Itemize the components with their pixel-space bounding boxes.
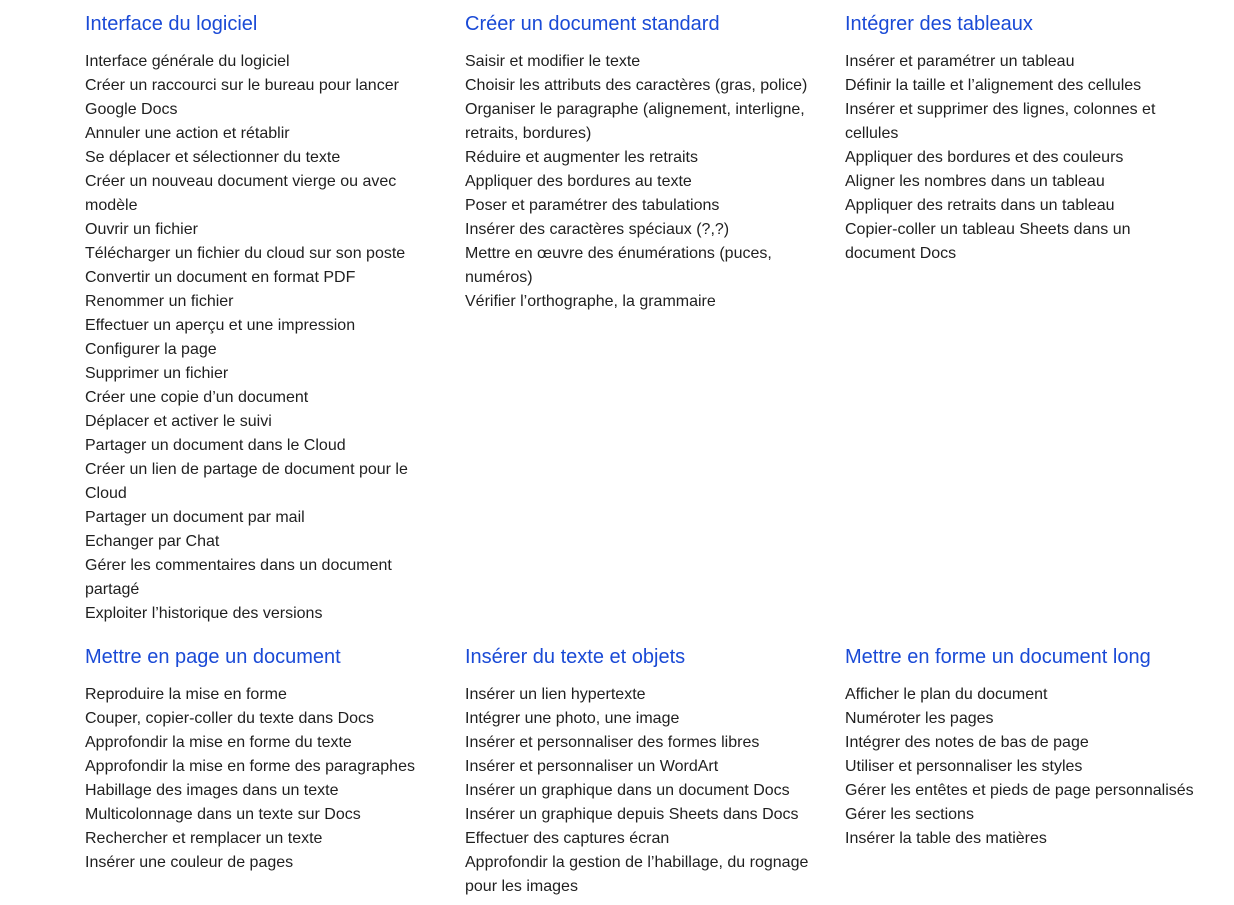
section-document-standard	[465, 10, 815, 626]
list-item: Reproduire la mise en forme	[85, 686, 287, 703]
list-item: Insérer et supprimer des lignes, colonnes et cellules	[845, 101, 1156, 142]
list-item: Habillage des images dans un texte	[85, 782, 339, 799]
list-item: Insérer un lien hypertexte	[465, 686, 646, 703]
section-item-list	[465, 683, 815, 899]
list-item: Appliquer des bordures et des couleurs	[845, 149, 1124, 166]
section-mise-en-page	[85, 643, 435, 899]
list-item: Afficher le plan du document	[845, 686, 1048, 703]
section-title: Créer un document standard	[465, 13, 720, 35]
section-title: Mettre en page un document	[85, 646, 341, 668]
outline-row-bottom	[85, 643, 1195, 899]
list-item: Insérer la table des matières	[845, 830, 1047, 847]
list-item: Mettre en œuvre des énumérations (puces, numéros)	[465, 245, 772, 286]
list-item: Organiser le paragraphe (alignement, interligne, retraits, bordures)	[465, 101, 805, 142]
section-title: Interface du logiciel	[85, 13, 258, 35]
list-item: Multicolonnage dans un texte sur Docs	[85, 806, 361, 823]
section-title: Insérer du texte et objets	[465, 646, 686, 668]
list-item: Interface générale du logiciel	[85, 53, 290, 70]
list-item: Intégrer une photo, une image	[465, 710, 680, 727]
list-item: Choisir les attributs des caractères (gras, police)	[465, 77, 808, 94]
list-item: Utiliser et personnaliser les styles	[845, 758, 1083, 775]
list-item: Insérer et personnaliser des formes libres	[465, 734, 760, 751]
list-item: Partager un document dans le Cloud	[85, 437, 346, 454]
list-item: Exploiter l’historique des versions	[85, 605, 323, 622]
list-item: Effectuer un aperçu et une impression	[85, 317, 356, 334]
section-tableaux	[845, 10, 1195, 626]
section-item-list	[85, 50, 435, 626]
list-item: Télécharger un fichier du cloud sur son poste	[85, 245, 406, 262]
section-document-long	[845, 643, 1195, 899]
list-item: Insérer des caractères spéciaux (?,?)	[465, 221, 730, 238]
list-item: Créer un lien de partage de document pour le Cloud	[85, 461, 408, 502]
list-item: Approfondir la gestion de l’habillage, du rognage pour les images	[465, 854, 809, 895]
list-item: Vérifier l’orthographe, la grammaire	[465, 293, 716, 310]
list-item: Effectuer des captures écran	[465, 830, 670, 847]
section-texte-objets	[465, 643, 815, 899]
list-item: Créer un raccourci sur le bureau pour lancer Google Docs	[85, 77, 399, 118]
list-item: Insérer un graphique depuis Sheets dans Docs	[465, 806, 799, 823]
list-item: Poser et paramétrer des tabulations	[465, 197, 720, 214]
section-title: Intégrer des tableaux	[845, 13, 1033, 35]
list-item: Définir la taille et l’alignement des cellules	[845, 77, 1142, 94]
list-item: Renommer un fichier	[85, 293, 234, 310]
list-item: Appliquer des bordures au texte	[465, 173, 692, 190]
list-item: Approfondir la mise en forme des paragraphes	[85, 758, 415, 775]
section-interface-logiciel	[85, 10, 435, 626]
list-item: Gérer les entêtes et pieds de page personnalisés	[845, 782, 1194, 799]
list-item: Numéroter les pages	[845, 710, 994, 727]
section-item-list	[465, 50, 815, 314]
list-item: Ouvrir un fichier	[85, 221, 198, 238]
list-item: Insérer et personnaliser un WordArt	[465, 758, 719, 775]
list-item: Convertir un document en format PDF	[85, 269, 356, 286]
list-item: Aligner les nombres dans un tableau	[845, 173, 1105, 190]
list-item: Déplacer et activer le suivi	[85, 413, 272, 430]
list-item: Appliquer des retraits dans un tableau	[845, 197, 1115, 214]
list-item: Insérer un graphique dans un document Docs	[465, 782, 790, 799]
list-item: Créer un nouveau document vierge ou avec modèle	[85, 173, 397, 214]
list-item: Créer une copie d’un document	[85, 389, 309, 406]
list-item: Approfondir la mise en forme du texte	[85, 734, 352, 751]
outline-row-top	[85, 10, 1195, 626]
list-item: Supprimer un fichier	[85, 365, 229, 382]
section-title: Mettre en forme un document long	[845, 646, 1151, 668]
section-item-list	[845, 683, 1195, 851]
list-item: Partager un document par mail	[85, 509, 305, 526]
list-item: Copier-coller un tableau Sheets dans un document Docs	[845, 221, 1131, 262]
list-item: Saisir et modifier le texte	[465, 53, 641, 70]
list-item: Gérer les sections	[845, 806, 974, 823]
list-item: Intégrer des notes de bas de page	[845, 734, 1089, 751]
list-item: Insérer et paramétrer un tableau	[845, 53, 1075, 70]
section-item-list	[85, 683, 435, 875]
list-item: Annuler une action et rétablir	[85, 125, 290, 142]
list-item: Gérer les commentaires dans un document partagé	[85, 557, 392, 598]
section-item-list	[845, 50, 1195, 266]
list-item: Réduire et augmenter les retraits	[465, 149, 698, 166]
list-item: Couper, copier-coller du texte dans Docs	[85, 710, 375, 727]
list-item: Rechercher et remplacer un texte	[85, 830, 323, 847]
list-item: Echanger par Chat	[85, 533, 220, 550]
list-item: Insérer une couleur de pages	[85, 854, 294, 871]
list-item: Configurer la page	[85, 341, 217, 358]
list-item: Se déplacer et sélectionner du texte	[85, 149, 341, 166]
